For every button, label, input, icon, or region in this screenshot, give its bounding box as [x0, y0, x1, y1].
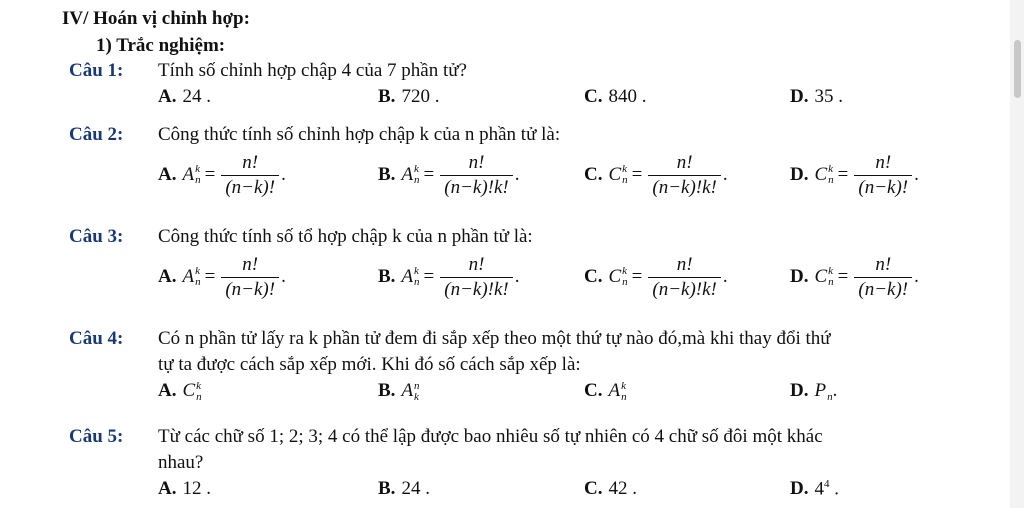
symbol-superscript: k [196, 379, 202, 392]
symbol-superscript: n [414, 379, 420, 392]
question-2-text: Công thức tính số chỉnh hợp chập k của n phần tử là: [158, 124, 561, 145]
combinatorics-symbol [608, 164, 627, 187]
fraction-numerator: n! [242, 151, 259, 173]
question-3-option-b[interactable] [378, 248, 520, 306]
scrollbar-thumb[interactable] [1014, 40, 1021, 98]
symbol-letter: C [608, 163, 622, 185]
fraction [440, 254, 513, 301]
option-key: C. [584, 478, 603, 499]
equals-sign: = [423, 266, 435, 287]
symbol-scripts [622, 164, 628, 186]
option-key: C. [584, 86, 603, 107]
symbol-letter: A [608, 380, 621, 401]
symbol-scripts [195, 164, 201, 186]
option-key: D. [790, 86, 809, 107]
symbol-subscript: n [195, 174, 201, 187]
fraction [854, 152, 912, 199]
symbol-subscript: n [414, 174, 420, 187]
option-key: C. [584, 380, 603, 401]
combinatorics-symbol [182, 164, 200, 187]
question-4-option-b[interactable] [378, 380, 420, 403]
option-tail: . [832, 380, 838, 401]
option-key: B. [378, 266, 396, 287]
question-5-option-b[interactable] [378, 478, 430, 500]
question-4-option-d[interactable] [790, 380, 837, 403]
question-4-text: Có n phần tử lấy ra k phần tử đem đi sắp xếp theo một thứ tự nào đó,mà khi thay đổi thứ [158, 328, 831, 349]
option-key: A. [158, 478, 177, 499]
option-text: 24 . [401, 478, 430, 499]
symbol-subscript: n [828, 276, 834, 289]
symbol-scripts [622, 266, 628, 288]
symbol-scripts [414, 164, 420, 186]
symbol-letter: A [401, 265, 414, 287]
fraction-denominator: (n−k)!k! [648, 277, 721, 301]
equals-sign: = [423, 164, 435, 185]
question-5-option-a[interactable] [158, 478, 211, 500]
symbol-letter: C [814, 163, 828, 185]
question-2-option-b[interactable] [378, 146, 520, 204]
symbol-superscript: k [828, 265, 834, 278]
combinatorics-symbol [608, 380, 626, 401]
symbol-subscript: n [622, 174, 628, 187]
symbol-scripts [828, 266, 834, 288]
fraction-numerator: n! [676, 151, 693, 173]
combinatorics-symbol [608, 266, 627, 289]
question-2-label: Câu 2: [69, 124, 124, 145]
fraction [648, 152, 721, 199]
fraction-denominator: (n−k)! [854, 175, 912, 199]
fraction [854, 254, 912, 301]
question-1-option-b[interactable] [378, 86, 439, 108]
symbol-letter: A [182, 163, 195, 185]
option-key: A. [158, 266, 177, 287]
question-4-label: Câu 4: [69, 328, 124, 349]
symbol-superscript: k [621, 379, 626, 392]
option-key: D. [790, 266, 809, 287]
fraction [221, 254, 279, 301]
question-3-label: Câu 3: [69, 226, 124, 247]
section-subtitle: 1) Trắc nghiệm: [96, 35, 226, 56]
option-text: 24 . [182, 86, 211, 107]
power-exponent: 4 [823, 478, 830, 490]
fraction-denominator: (n−k)! [221, 175, 279, 199]
question-3-text: Công thức tính số tổ hợp chập k của n phần tử là: [158, 226, 533, 247]
question-4-option-c[interactable] [584, 380, 627, 403]
symbol-letter: C [814, 265, 828, 287]
question-5-label: Câu 5: [69, 426, 124, 447]
option-tail: . [914, 164, 919, 185]
question-5-text: Từ các chữ số 1; 2; 3; 4 có thể lập được bao nhiêu số tự nhiên có 4 chữ số đôi một khác [158, 426, 823, 447]
fraction-denominator: (n−k)! [221, 277, 279, 301]
symbol-scripts [196, 381, 202, 403]
symbol-scripts [828, 164, 834, 186]
option-tail: . [914, 266, 919, 287]
question-1-label: Câu 1: [69, 60, 124, 81]
equals-sign: = [204, 164, 216, 185]
question-3-option-a[interactable] [158, 248, 286, 306]
fraction-numerator: n! [875, 253, 892, 275]
question-4-option-a[interactable] [158, 380, 202, 403]
symbol-superscript: k [195, 163, 200, 176]
option-key: A. [158, 164, 177, 185]
symbol-letter: P [814, 380, 827, 401]
option-key: B. [378, 86, 396, 107]
combinatorics-symbol [182, 380, 201, 401]
option-text: 720 . [401, 86, 440, 107]
fraction [648, 254, 721, 301]
symbol-letter: A [401, 380, 414, 401]
combinatorics-symbol [182, 266, 200, 289]
question-1-option-a[interactable] [158, 86, 211, 108]
option-key: A. [158, 380, 177, 401]
symbol-subscript: n [195, 276, 201, 289]
option-text: 12 . [182, 478, 211, 499]
option-tail: . [722, 266, 728, 287]
fraction-numerator: n! [468, 253, 485, 275]
equals-sign: = [631, 164, 643, 185]
question-5-option-c[interactable] [584, 478, 637, 500]
option-text: 35 . [814, 86, 843, 107]
fraction [221, 152, 279, 199]
section-title: IV/ Hoán vị chỉnh hợp: [62, 8, 250, 29]
combinatorics-symbol [401, 380, 419, 401]
fraction-denominator: (n−k)!k! [440, 175, 513, 199]
symbol-subscript: n [827, 390, 833, 403]
question-1-option-d[interactable] [790, 86, 843, 108]
option-tail: . [722, 164, 728, 185]
option-key: A. [158, 86, 177, 107]
symbol-scripts [621, 381, 627, 403]
fraction-numerator: n! [676, 253, 693, 275]
equals-sign: = [837, 164, 849, 185]
vertical-scrollbar[interactable] [1010, 0, 1024, 508]
fraction-denominator: (n−k)!k! [440, 277, 513, 301]
symbol-scripts [414, 266, 420, 288]
symbol-letter: C [182, 380, 196, 401]
fraction-numerator: n! [242, 253, 259, 275]
fraction-numerator: n! [875, 151, 892, 173]
option-key: B. [378, 380, 396, 401]
option-key: C. [584, 164, 603, 185]
combinatorics-symbol [814, 380, 832, 401]
question-3-option-c[interactable] [584, 248, 728, 306]
symbol-superscript: k [195, 265, 200, 278]
fraction-denominator: (n−k)!k! [648, 175, 721, 199]
combinatorics-symbol [814, 266, 833, 289]
question-5-option-d[interactable] [790, 478, 839, 500]
option-text: 42 . [608, 478, 637, 499]
equals-sign: = [837, 266, 849, 287]
combinatorics-symbol [814, 164, 833, 187]
fraction [440, 152, 513, 199]
option-key: D. [790, 380, 809, 401]
symbol-subscript: n [828, 174, 834, 187]
question-1-option-c[interactable] [584, 86, 646, 108]
symbol-subscript: k [414, 390, 419, 403]
question-3-option-d[interactable] [790, 248, 919, 306]
symbol-letter: A [182, 265, 195, 287]
option-tail: . [514, 266, 520, 287]
fraction-numerator: n! [468, 151, 485, 173]
option-tail: . [281, 164, 286, 185]
symbol-subscript: n [622, 276, 628, 289]
fraction-denominator: (n−k)! [854, 277, 912, 301]
question-1-text: Tính số chỉnh hợp chập 4 của 7 phần tử? [158, 60, 467, 81]
question-5-text-continued: nhau? [158, 452, 204, 473]
symbol-superscript: k [622, 163, 628, 176]
symbol-letter: C [608, 265, 622, 287]
equals-sign: = [631, 266, 643, 287]
equals-sign: = [204, 266, 216, 287]
option-tail: . [281, 266, 286, 287]
symbol-scripts [195, 266, 201, 288]
combinatorics-symbol [401, 164, 419, 187]
symbol-subscript: n [414, 276, 420, 289]
symbol-superscript: k [414, 163, 419, 176]
power-base: 4 [814, 478, 824, 500]
symbol-letter: A [401, 163, 414, 185]
option-tail: . [514, 164, 520, 185]
symbol-superscript: k [622, 265, 628, 278]
question-4-text-continued: tự ta được cách sắp xếp mới. Khi đó số cách sắp xếp là: [158, 354, 581, 375]
question-2-option-c[interactable] [584, 146, 728, 204]
symbol-superscript: k [828, 163, 834, 176]
symbol-scripts [414, 381, 420, 403]
option-key: D. [790, 478, 809, 500]
option-key: B. [378, 478, 396, 499]
question-2-option-d[interactable] [790, 146, 919, 204]
question-2-option-a[interactable] [158, 146, 286, 204]
symbol-superscript: k [414, 265, 419, 278]
option-key: C. [584, 266, 603, 287]
option-key: B. [378, 164, 396, 185]
symbol-subscript: n [621, 390, 627, 403]
option-tail: . [829, 478, 839, 500]
combinatorics-symbol [401, 266, 419, 289]
option-text: 840 . [608, 86, 647, 107]
symbol-subscript: n [196, 390, 202, 403]
option-key: D. [790, 164, 809, 185]
